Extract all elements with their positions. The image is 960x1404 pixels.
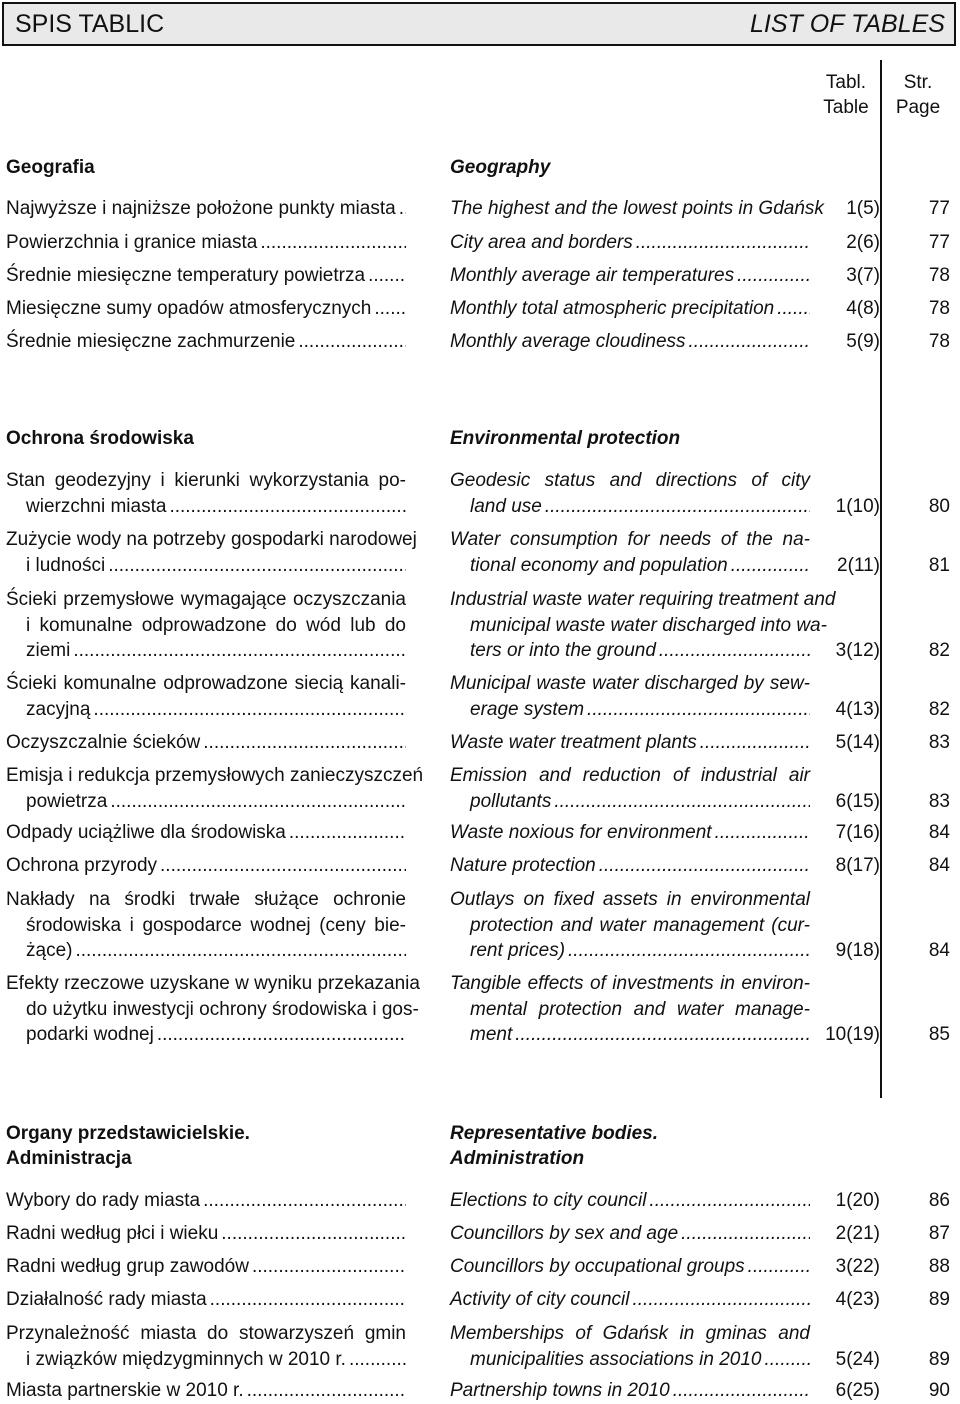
title-en: LIST OF TABLES bbox=[750, 10, 945, 38]
page-number: 78 bbox=[928, 265, 950, 286]
leader-dots bbox=[260, 230, 406, 256]
leader-dots bbox=[160, 853, 406, 879]
entry-en-text: Monthly average air temperatures bbox=[450, 265, 735, 286]
page-number: 86 bbox=[928, 1190, 950, 1211]
entry-en bbox=[450, 887, 810, 964]
table-row bbox=[0, 587, 960, 664]
section-title-en-line: Representative bodies. bbox=[450, 1123, 659, 1144]
leader-dots bbox=[349, 1347, 406, 1373]
entry-pl-text: i związków międzygminnych w 2010 r. bbox=[26, 1348, 346, 1370]
entry-en-text: Industrial waste water requiring treatment and bbox=[450, 589, 836, 610]
entry-pl-text: zacyjną bbox=[26, 698, 91, 720]
entry-pl-line bbox=[6, 1321, 406, 1347]
entry-en bbox=[450, 263, 810, 289]
table-number: 4(23) bbox=[835, 1289, 880, 1310]
entry-pl-line bbox=[6, 1254, 406, 1280]
section-title-en-line: Environmental protection bbox=[450, 428, 681, 449]
entry-en-line bbox=[450, 997, 810, 1023]
table-number: 5(9) bbox=[846, 331, 880, 352]
table-row bbox=[0, 329, 960, 355]
entry-en-line bbox=[450, 1287, 810, 1313]
entry-pl-line bbox=[6, 1188, 406, 1214]
table-row bbox=[0, 820, 960, 846]
page-number: 77 bbox=[928, 198, 950, 219]
entry-en-line bbox=[450, 971, 810, 997]
entry-pl-line bbox=[6, 789, 406, 815]
leader-dots bbox=[157, 1022, 406, 1048]
page-label-pl: Str. bbox=[903, 72, 933, 93]
entry-en-text: Outlays on fixed assets in environmental bbox=[450, 889, 810, 910]
entry-en-text: Monthly average cloudiness bbox=[450, 331, 686, 352]
table-row bbox=[0, 1221, 960, 1247]
leader-dots bbox=[399, 196, 406, 222]
entry-pl-text: i ludności bbox=[26, 554, 106, 576]
section-title-en-line: Geography bbox=[450, 157, 551, 178]
page-number: 82 bbox=[928, 640, 950, 661]
entry-en-line bbox=[450, 697, 810, 723]
entry-en bbox=[450, 853, 810, 879]
leader-dots bbox=[659, 638, 810, 664]
leader-dots bbox=[298, 329, 406, 355]
page-number: 81 bbox=[928, 554, 950, 576]
entry-en-text: Activity of city council bbox=[450, 1289, 630, 1310]
entry-pl-line bbox=[6, 1347, 406, 1373]
entry-pl bbox=[6, 230, 406, 256]
entry-pl-text: powietrza bbox=[26, 790, 108, 812]
leader-dots bbox=[681, 1221, 810, 1247]
entry-pl-text: i komunalne odprowadzone do wód lub do bbox=[26, 614, 406, 636]
entry-pl bbox=[6, 329, 406, 355]
entry-pl bbox=[6, 763, 424, 814]
page-number: 84 bbox=[928, 855, 950, 876]
entry-pl bbox=[6, 1188, 406, 1214]
table-row bbox=[0, 527, 960, 578]
entry-en bbox=[450, 1378, 810, 1404]
leader-dots bbox=[568, 938, 810, 964]
leader-dots bbox=[689, 329, 810, 355]
entry-en-line bbox=[450, 1022, 810, 1048]
table-row bbox=[0, 887, 960, 964]
leader-dots bbox=[93, 697, 406, 723]
entry-en-line bbox=[450, 1254, 810, 1280]
entry-pl-text: Odpady uciążliwe dla środowiska bbox=[6, 822, 286, 843]
entry-pl bbox=[6, 1321, 406, 1372]
section-title-pl-line: Ochrona środowiska bbox=[6, 428, 194, 449]
entry-en-line bbox=[450, 820, 810, 846]
leader-dots bbox=[252, 1254, 406, 1280]
entry-en-line bbox=[450, 763, 810, 789]
entry-en bbox=[450, 196, 824, 222]
leader-dots bbox=[599, 853, 810, 879]
table-number: 3(7) bbox=[846, 265, 880, 286]
entry-pl-text: Zużycie wody na potrzeby gospodarki narodowej bbox=[6, 529, 417, 550]
entry-pl-line bbox=[6, 296, 406, 322]
table-row bbox=[0, 196, 960, 222]
entry-en-text: protection and water management (cur- bbox=[470, 914, 810, 936]
entry-pl bbox=[6, 263, 406, 289]
table-row bbox=[0, 1378, 960, 1404]
leader-dots bbox=[777, 296, 810, 322]
table-label-en: Table bbox=[823, 97, 869, 118]
table-row bbox=[0, 763, 960, 814]
entry-pl bbox=[6, 587, 406, 664]
table-number: 5(24) bbox=[835, 1348, 880, 1370]
entry-en-line bbox=[450, 468, 810, 494]
entry-en bbox=[450, 730, 810, 756]
entry-pl-text: Nakłady na środki trwałe służące ochronie bbox=[6, 889, 406, 910]
entry-en-line bbox=[450, 196, 824, 222]
entry-en bbox=[450, 1221, 810, 1247]
title-pl: SPIS TABLIC bbox=[15, 10, 165, 38]
entry-en-line bbox=[450, 938, 810, 964]
table-row bbox=[0, 1287, 960, 1313]
entry-en-line bbox=[450, 853, 810, 879]
entry-pl-line bbox=[6, 230, 406, 256]
section-title-en bbox=[450, 155, 850, 180]
entry-en-line bbox=[450, 913, 810, 939]
entry-pl-line bbox=[6, 613, 406, 639]
entry-en-line bbox=[450, 1221, 810, 1247]
table-number: 6(25) bbox=[835, 1380, 880, 1401]
entry-pl bbox=[6, 853, 406, 879]
table-number: 10(19) bbox=[825, 1024, 880, 1045]
table-number: 5(14) bbox=[835, 732, 880, 753]
entry-pl-line bbox=[6, 853, 406, 879]
entry-pl bbox=[6, 730, 406, 756]
entry-pl-line bbox=[6, 697, 406, 723]
table-row bbox=[0, 468, 960, 519]
table-number: 3(12) bbox=[835, 640, 880, 661]
table-row bbox=[0, 730, 960, 756]
entry-pl-text: Średnie miesięczne zachmurzenie bbox=[6, 331, 296, 352]
entry-en-line bbox=[450, 789, 810, 815]
entry-pl-line bbox=[6, 196, 406, 222]
section-title-pl bbox=[6, 155, 406, 180]
entry-pl-text: Działalność rady miasta bbox=[6, 1289, 207, 1310]
page-number: 83 bbox=[928, 732, 950, 753]
entry-pl-text: Powierzchnia i granice miasta bbox=[6, 232, 258, 253]
leader-dots bbox=[636, 230, 810, 256]
table-number: 1(5) bbox=[846, 198, 880, 219]
entry-pl-line bbox=[6, 1287, 406, 1313]
table-row bbox=[0, 1254, 960, 1280]
entry-en-text: pollutants bbox=[470, 790, 552, 812]
entry-pl bbox=[6, 296, 406, 322]
entry-en-text: municipal waste water discharged into wa- bbox=[470, 614, 827, 636]
table-row bbox=[0, 263, 960, 289]
entry-pl-text: Miasta partnerskie w 2010 r. bbox=[6, 1380, 244, 1401]
entry-en-text: Councillors by occupational groups bbox=[450, 1256, 745, 1277]
table-row bbox=[0, 971, 960, 1048]
entry-pl bbox=[6, 527, 417, 578]
leader-dots bbox=[210, 1287, 406, 1313]
entry-en-line bbox=[450, 1378, 810, 1404]
section-title-pl-line: Organy przedstawicielskie. bbox=[6, 1123, 250, 1144]
entry-pl bbox=[6, 196, 406, 222]
entry-en-line bbox=[450, 230, 810, 256]
page-number: 89 bbox=[928, 1348, 950, 1370]
entry-pl-line bbox=[6, 587, 406, 613]
leader-dots bbox=[289, 820, 406, 846]
leader-dots bbox=[673, 1378, 810, 1404]
entry-en bbox=[450, 1254, 810, 1280]
table-number: 3(22) bbox=[835, 1256, 880, 1277]
entry-pl bbox=[6, 820, 406, 846]
entry-en-text: rent prices) bbox=[470, 940, 566, 961]
leader-dots bbox=[748, 1254, 810, 1280]
entry-en bbox=[450, 763, 810, 814]
entry-en-line bbox=[450, 296, 810, 322]
entry-pl-text: podarki wodnej bbox=[26, 1024, 154, 1045]
table-row bbox=[0, 230, 960, 256]
leader-dots bbox=[700, 730, 810, 756]
table-column-header bbox=[812, 70, 880, 120]
page-number: 80 bbox=[928, 495, 950, 517]
entry-en-line bbox=[450, 1188, 810, 1214]
leader-dots bbox=[368, 263, 406, 289]
leader-dots bbox=[737, 263, 810, 289]
entry-pl-text: Stan geodezyjny i kierunki wykorzystania po- bbox=[6, 470, 406, 491]
entry-en-line bbox=[450, 671, 810, 697]
entry-pl-text: Efekty rzeczowe uzyskane w wyniku przekazania bbox=[6, 973, 420, 994]
table-row bbox=[0, 1188, 960, 1214]
section-title-en bbox=[450, 426, 850, 451]
entry-pl-text: do użytku inwestycji ochrony środowiska i gos- bbox=[26, 998, 419, 1020]
table-number: 2(21) bbox=[835, 1223, 880, 1244]
table-number: 1(20) bbox=[835, 1190, 880, 1211]
entry-pl-line bbox=[6, 997, 419, 1023]
entry-pl bbox=[6, 971, 420, 1048]
leader-dots bbox=[633, 1287, 811, 1313]
entry-pl bbox=[6, 1378, 406, 1404]
entry-pl-line bbox=[6, 820, 406, 846]
entry-en bbox=[450, 527, 810, 578]
leader-dots bbox=[221, 1221, 406, 1247]
page-number: 78 bbox=[928, 331, 950, 352]
leader-dots bbox=[203, 1188, 406, 1214]
table-number: 2(11) bbox=[837, 554, 880, 576]
page-column-header bbox=[882, 70, 954, 120]
entry-pl-line bbox=[6, 553, 406, 579]
entry-pl bbox=[6, 468, 406, 519]
section-title-en-line: Administration bbox=[450, 1148, 585, 1169]
table-number: 7(16) bbox=[835, 822, 880, 843]
entry-en-text: Municipal waste water discharged by sew- bbox=[450, 673, 810, 694]
entry-en-text: Waste noxious for environment bbox=[450, 822, 712, 843]
entry-pl-line bbox=[6, 1378, 406, 1404]
entry-en-text: land use bbox=[470, 495, 542, 517]
leader-dots bbox=[587, 697, 810, 723]
entry-pl-text: Ochrona przyrody bbox=[6, 855, 158, 876]
entry-pl bbox=[6, 1254, 406, 1280]
entry-en-line bbox=[450, 638, 810, 664]
page-number: 83 bbox=[928, 790, 950, 812]
page-number: 88 bbox=[928, 1256, 950, 1277]
entry-pl-text: Ścieki komunalne odprowadzone siecią kanali- bbox=[6, 673, 406, 694]
section-title-en bbox=[450, 1121, 850, 1171]
entry-en-text: Partnership towns in 2010 bbox=[450, 1380, 670, 1401]
entry-en-text: Tangible effects of investments in environ- bbox=[450, 973, 810, 994]
section-title-pl-line: Geografia bbox=[6, 157, 95, 178]
entry-pl-line bbox=[6, 638, 406, 664]
page-number: 84 bbox=[928, 940, 950, 961]
page-number: 90 bbox=[928, 1380, 950, 1401]
leader-dots bbox=[715, 820, 810, 846]
entry-en bbox=[450, 1287, 810, 1313]
table-number: 4(8) bbox=[846, 298, 880, 319]
entry-en-line bbox=[450, 527, 810, 553]
entry-pl-line bbox=[6, 763, 424, 789]
entry-pl-text: Miesięczne sumy opadów atmosferycznych bbox=[6, 298, 372, 319]
entry-pl-line bbox=[6, 730, 406, 756]
entry-en bbox=[450, 468, 810, 519]
leader-dots bbox=[765, 1347, 811, 1373]
entry-pl-line bbox=[6, 971, 420, 997]
leader-dots bbox=[545, 494, 810, 520]
entry-pl-line bbox=[6, 468, 406, 494]
entry-en-line bbox=[450, 494, 810, 520]
entry-en bbox=[450, 296, 810, 322]
entry-en-text: Nature protection bbox=[450, 855, 596, 876]
table-row bbox=[0, 1321, 960, 1372]
entry-pl-line bbox=[6, 494, 406, 520]
leader-dots bbox=[515, 1022, 810, 1048]
entry-en-text: tional economy and population bbox=[470, 554, 728, 576]
entry-pl-text: Średnie miesięczne temperatury powietrza bbox=[6, 265, 366, 286]
entry-en-text: Emission and reduction of industrial air bbox=[450, 765, 810, 786]
entry-en-text: ters or into the ground bbox=[470, 640, 656, 661]
entry-en-text: ment bbox=[470, 1024, 513, 1045]
entry-pl bbox=[6, 887, 406, 964]
entry-en-line bbox=[450, 887, 810, 913]
page-number: 87 bbox=[928, 1223, 950, 1244]
entry-pl-text: Radni według płci i wieku bbox=[6, 1223, 219, 1244]
entry-pl-line bbox=[6, 887, 406, 913]
entry-pl-text: środowiska i gospodarce wodnej (ceny bie- bbox=[26, 914, 406, 936]
leader-dots bbox=[108, 553, 406, 579]
leader-dots bbox=[203, 730, 406, 756]
entry-en bbox=[450, 820, 810, 846]
leader-dots bbox=[75, 938, 406, 964]
entry-en-line bbox=[450, 329, 810, 355]
entry-pl-line bbox=[6, 1221, 406, 1247]
section-title-pl bbox=[6, 426, 406, 451]
entry-pl-line bbox=[6, 263, 406, 289]
entry-en-line bbox=[450, 613, 827, 639]
entry-en-text: Geodesic status and directions of city bbox=[450, 470, 810, 491]
entry-en-text: Councillors by sex and age bbox=[450, 1223, 679, 1244]
table-number: 6(15) bbox=[835, 790, 880, 812]
entry-pl bbox=[6, 1287, 406, 1313]
entry-pl bbox=[6, 671, 406, 722]
entry-pl-line bbox=[6, 671, 406, 697]
entry-en bbox=[450, 329, 810, 355]
leader-dots bbox=[73, 638, 406, 664]
table-number: 8(17) bbox=[835, 855, 880, 876]
entry-en bbox=[450, 971, 810, 1048]
entry-en-text: City area and borders bbox=[450, 232, 633, 253]
table-number: 4(13) bbox=[835, 698, 880, 720]
entry-pl-text: Emisja i redukcja przemysłowych zanieczyszczeń bbox=[6, 765, 424, 786]
section-title-pl bbox=[6, 1121, 406, 1171]
entry-pl-text: ziemi bbox=[26, 640, 71, 661]
entry-pl-line bbox=[6, 1022, 406, 1048]
entry-pl-text: żące) bbox=[26, 940, 73, 961]
entry-en-text: Waste water treatment plants bbox=[450, 732, 697, 753]
entry-pl-line bbox=[6, 913, 406, 939]
entry-en bbox=[450, 1188, 810, 1214]
page-number: 85 bbox=[928, 1024, 950, 1045]
table-label-pl: Tabl. bbox=[825, 72, 867, 93]
leader-dots bbox=[169, 494, 406, 520]
section-title-pl-line: Administracja bbox=[6, 1148, 132, 1169]
entry-en bbox=[450, 1321, 810, 1372]
entry-en bbox=[450, 230, 810, 256]
leader-dots bbox=[554, 789, 810, 815]
entry-en-text: Water consumption for needs of the na- bbox=[450, 529, 810, 550]
entry-en-text: The highest and the lowest points in Gdańsk bbox=[450, 198, 824, 219]
page-number: 84 bbox=[928, 822, 950, 843]
entry-en-line bbox=[450, 263, 810, 289]
entry-pl-line bbox=[6, 938, 406, 964]
entry-pl bbox=[6, 1221, 406, 1247]
table-row bbox=[0, 671, 960, 722]
entry-en-text: Monthly total atmospheric precipitation bbox=[450, 298, 775, 319]
leader-dots bbox=[649, 1188, 810, 1214]
entry-en-text: erage system bbox=[470, 698, 585, 720]
page-number: 77 bbox=[928, 232, 950, 253]
entry-en-line bbox=[450, 1321, 810, 1347]
table-number: 1(10) bbox=[835, 495, 880, 517]
entry-en-text: Elections to city council bbox=[450, 1190, 647, 1211]
page-number: 89 bbox=[928, 1289, 950, 1310]
entry-en-line bbox=[450, 553, 810, 579]
entry-pl-text: Oczyszczalnie ścieków bbox=[6, 732, 201, 753]
entry-en bbox=[450, 671, 810, 722]
entry-pl-text: Radni według grup zawodów bbox=[6, 1256, 249, 1277]
table-number: 2(6) bbox=[846, 232, 880, 253]
entry-pl-line bbox=[6, 527, 417, 553]
entry-pl-text: Najwyższe i najniższe położone punkty miasta bbox=[6, 198, 396, 219]
entry-en-line bbox=[450, 587, 836, 613]
leader-dots bbox=[110, 789, 406, 815]
table-number: 9(18) bbox=[835, 940, 880, 961]
entry-pl-line bbox=[6, 329, 406, 355]
page-number: 78 bbox=[928, 298, 950, 319]
entry-en-text: Memberships of Gdańsk in gminas and bbox=[450, 1323, 810, 1344]
table-row bbox=[0, 853, 960, 879]
page-label-en: Page bbox=[895, 97, 941, 118]
entry-pl-text: wierzchni miasta bbox=[26, 495, 167, 517]
leader-dots bbox=[247, 1378, 406, 1404]
entry-pl-text: Ścieki przemysłowe wymagające oczyszczania bbox=[6, 589, 406, 610]
leader-dots bbox=[731, 553, 810, 579]
entry-pl-text: Przynależność miasta do stowarzyszeń gmin bbox=[6, 1323, 406, 1344]
entry-en-text: mental protection and water manage- bbox=[470, 998, 810, 1020]
entry-en bbox=[450, 587, 836, 664]
entry-en-line bbox=[450, 730, 810, 756]
entry-pl-text: Wybory do rady miasta bbox=[6, 1190, 201, 1211]
leader-dots bbox=[374, 296, 406, 322]
entry-en-line bbox=[450, 1347, 810, 1373]
entry-en-text: municipalities associations in 2010 bbox=[470, 1348, 762, 1370]
table-row bbox=[0, 296, 960, 322]
page-header bbox=[2, 2, 956, 46]
page-number: 82 bbox=[928, 698, 950, 720]
